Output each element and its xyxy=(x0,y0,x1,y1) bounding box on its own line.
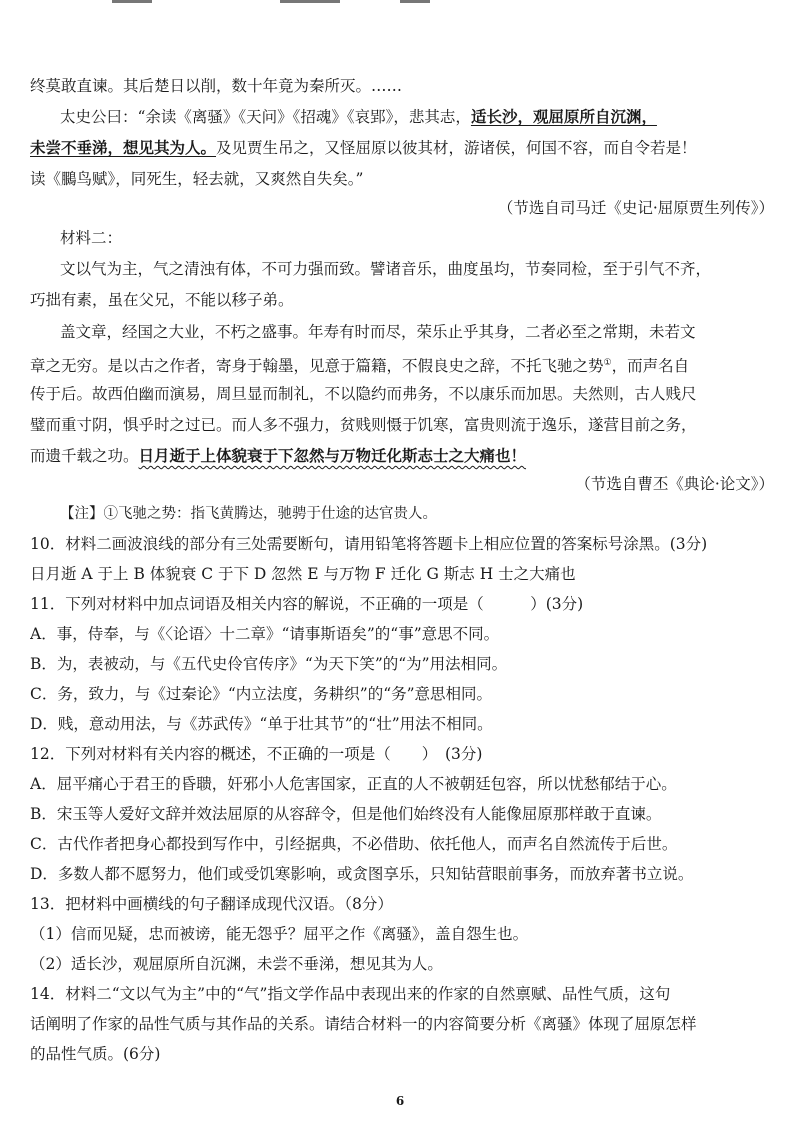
question-11-option-c: C．务，致力，与《过秦论》“内立法度，务耕织”的“务”意思相同。 xyxy=(30,685,493,703)
question-14-line1: 14．材料二“文以气为主”中的“气”指文学作品中表现出来的作家的自然禀赋、品性气质，这句 xyxy=(30,985,671,1003)
material2-p2-line2 xyxy=(30,349,774,377)
question-12-option-d: D．多数人都不愿努力，他们或受饥寒影响，或贪图享乐，只知钻营眼前事务，而放弃著书立说。 xyxy=(30,865,694,883)
material1-line3-text: 及见贾生吊之，又怪屈原以彼其材，游诸侯，何国不容，而自令若是！ xyxy=(216,139,697,157)
question-12-option-a: A．屈平痛心于君王的昏聩，奸邪小人危害国家，正直的人不被朝廷包容，所以忧愁郁结于心。 xyxy=(30,775,677,793)
material2-p1-line2: 巧拙有素，虽在父兄，不能以移子弟。 xyxy=(30,291,294,309)
question-14-line3: 的品性气质。(6分) xyxy=(30,1045,161,1063)
material2-p1-line1: 文以气为主，气之清浊有体，不可力强而致。譬诸音乐，曲度虽均，节奏同检，至于引气不齐， xyxy=(60,260,712,278)
material2-p2-line2-text: 章之无穷。是以古之作者，寄身于翰墨，见意于篇籍，不假良史之辞，不托飞驰之势 xyxy=(30,357,604,376)
wavy-line-passage: 日月逝于上体貌衰于下忽然与万物迁化斯志士之大痛也！ xyxy=(138,446,527,465)
material2-heading: 材料二： xyxy=(60,229,123,247)
material2-p2-line3: 传于后。故西伯幽而演易，周旦显而制礼，不以隐约而弗务，不以康乐而加思。夫然则，古人贱尺 xyxy=(30,385,697,403)
material1-line3 xyxy=(30,134,774,162)
question-10: 10．材料二画波浪线的部分有三处需要断句，请用铅笔将答题卡上相应位置的答案标号涂黑。(3分) xyxy=(30,535,708,553)
material1-line1: 终莫敢直谏。其后楚日以削，数十年竟为秦所灭。…… xyxy=(30,77,403,95)
material2-p2-line2-end: ，而声名自 xyxy=(611,357,690,376)
underlined-sentence-part1: 适长沙，观屈原所自沉渊， xyxy=(470,107,657,126)
footnote-marker: ① xyxy=(603,358,612,368)
material2-source: （节选自曹丕《典论·论文》） xyxy=(575,475,774,493)
question-12: 12．下列对材料有关内容的概述，不正确的一项是（ ） (3分) xyxy=(30,745,483,763)
question-13: 13．把材料中画横线的句子翻译成现代汉语。（8分） xyxy=(30,895,393,913)
question-11-option-b: B．为，表被动，与《五代史伶官传序》“为天下笑”的“为”用法相同。 xyxy=(30,655,508,673)
question-14-line2: 话阐明了作家的品性气质与其作品的关系。请结合材料一的内容简要分析《离骚》体现了屈原怎样 xyxy=(30,1015,697,1033)
material1-line4: 读《鵩鸟赋》，同死生，轻去就，又爽然自失矣。” xyxy=(30,170,364,188)
material2-footnote: 【注】①飞驰之势：指飞黄腾达，驰骋于仕途的达官贵人。 xyxy=(60,506,437,522)
top-scan-marks xyxy=(0,0,800,6)
question-12-option-b: B．宋玉等人爱好文辞并效法屈原的从容辞令，但是他们始终没有人能像屈原那样敢于直谏。 xyxy=(30,805,662,823)
question-11: 11．下列对材料中加点词语及相关内容的解说，不正确的一项是（ ）(3分) xyxy=(30,595,584,613)
page-number: 6 xyxy=(395,1094,405,1108)
question-10-options: 日月逝 A 于上 B 体貌衰 C 于下 D 忽然 E 与万物 F 迁化 G 斯志 H 士之大痛也 xyxy=(30,565,576,583)
underlined-sentence-part2: 未尝不垂涕，想见其为人。 xyxy=(30,138,217,157)
question-13-sentence-2: （2）适长沙，观屈原所自沉渊，未尝不垂涕，想见其为人。 xyxy=(30,955,443,973)
question-12-option-c: C．古代作者把身心都投到写作中，引经据典，不必借助、依托他人，而声名自然流传于后世。 xyxy=(30,835,678,853)
material1-source: （节选自司马迁《史记·屈原贾生列传》） xyxy=(497,199,774,217)
question-11-option-a: A．事，侍奉，与《〈论语〉十二章》“请事斯语矣”的“事”意思不同。 xyxy=(30,625,500,643)
question-13-sentence-1: （1）信而见疑，忠而被谤，能无怨乎？屈平之作《离骚》，盖自怨生也。 xyxy=(30,925,529,943)
question-11-option-d: D．贱，意动用法，与《苏武传》“单于壮其节”的“壮”用法不相同。 xyxy=(30,715,493,733)
material1-line2-text: 太史公曰：“余读《离骚》《天问》《招魂》《哀郢》，悲其志， xyxy=(60,108,471,126)
material2-p2-line1: 盖文章，经国之大业，不朽之盛事。年寿有时而尽，荣乐止乎其身，二者必至之常期，未若文 xyxy=(60,323,696,341)
material2-p2-line4: 璧而重寸阴，惧乎时之过已。而人多不强力，贫贱则慑于饥寒，富贵则流于逸乐，遂营目前之务， xyxy=(30,416,697,434)
material1-line2 xyxy=(60,103,774,131)
material2-p2-line5-text: 而遗千载之功。 xyxy=(30,447,139,465)
material2-p2-line5 xyxy=(30,442,774,470)
